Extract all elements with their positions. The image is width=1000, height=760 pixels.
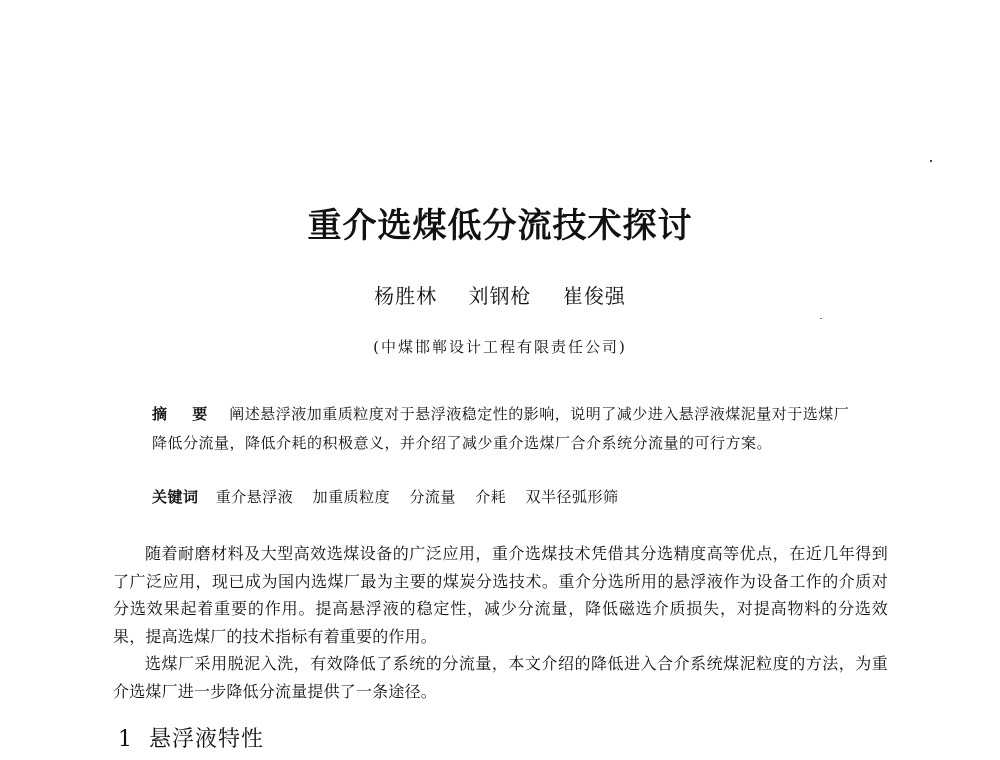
author-1: 杨胜林 bbox=[374, 284, 438, 308]
abstract-label: 摘 要 bbox=[152, 405, 218, 423]
author-3: 崔俊强 bbox=[562, 284, 626, 308]
paragraph-2: 选煤厂采用脱泥入洗，有效降低了系统的分流量，本文介绍的降低进入合介系统煤泥粒度的方法，为重介选煤厂进一步降低分流量提供了一条途径。 bbox=[113, 654, 888, 701]
abstract bbox=[152, 400, 864, 458]
section-heading bbox=[118, 722, 264, 753]
section-title: 悬浮液特性 bbox=[149, 727, 265, 752]
paragraph-1: 随着耐磨材料及大型高效选煤设备的广泛应用，重介选煤技术凭借其分选精度高等优点，在近几年得到了广泛应用，现已成为国内选煤厂最为主要的煤炭分选技术。重介分选所用的悬浮液作为设备工作的介质对分选效果起着重要的作用。提高悬浮液的稳定性，减少分流量，降低磁选介质损失，对提高物料的分选效果，提高选煤厂的技术指标有着重要的作用。 bbox=[113, 544, 888, 646]
author-list bbox=[0, 280, 1000, 309]
author-2: 刘钢枪 bbox=[468, 284, 532, 308]
paper-title: 重介选煤低分流技术探讨 bbox=[307, 206, 693, 246]
scan-speck bbox=[930, 160, 932, 162]
keyword-4: 介耗 bbox=[475, 488, 507, 506]
abstract-text: 阐述悬浮液加重质粒度对于悬浮液稳定性的影响，说明了减少进入悬浮液煤泥量对于选煤厂降低分流量，降低介耗的积极意义，并介绍了减少重介选煤厂合介系统分流量的可行方案。 bbox=[152, 405, 850, 452]
keywords-label: 关键词 bbox=[152, 488, 199, 506]
section-number: 1 bbox=[118, 727, 133, 752]
affiliation: (中煤邯郸设计工程有限责任公司) bbox=[373, 338, 627, 356]
keyword-5: 双半径弧形筛 bbox=[525, 488, 619, 506]
keyword-3: 分流量 bbox=[409, 488, 456, 506]
keyword-1: 重介悬浮液 bbox=[215, 488, 294, 506]
scan-speck bbox=[820, 318, 822, 319]
body-text bbox=[113, 540, 888, 705]
keywords bbox=[152, 486, 864, 508]
keyword-2: 加重质粒度 bbox=[312, 488, 391, 506]
